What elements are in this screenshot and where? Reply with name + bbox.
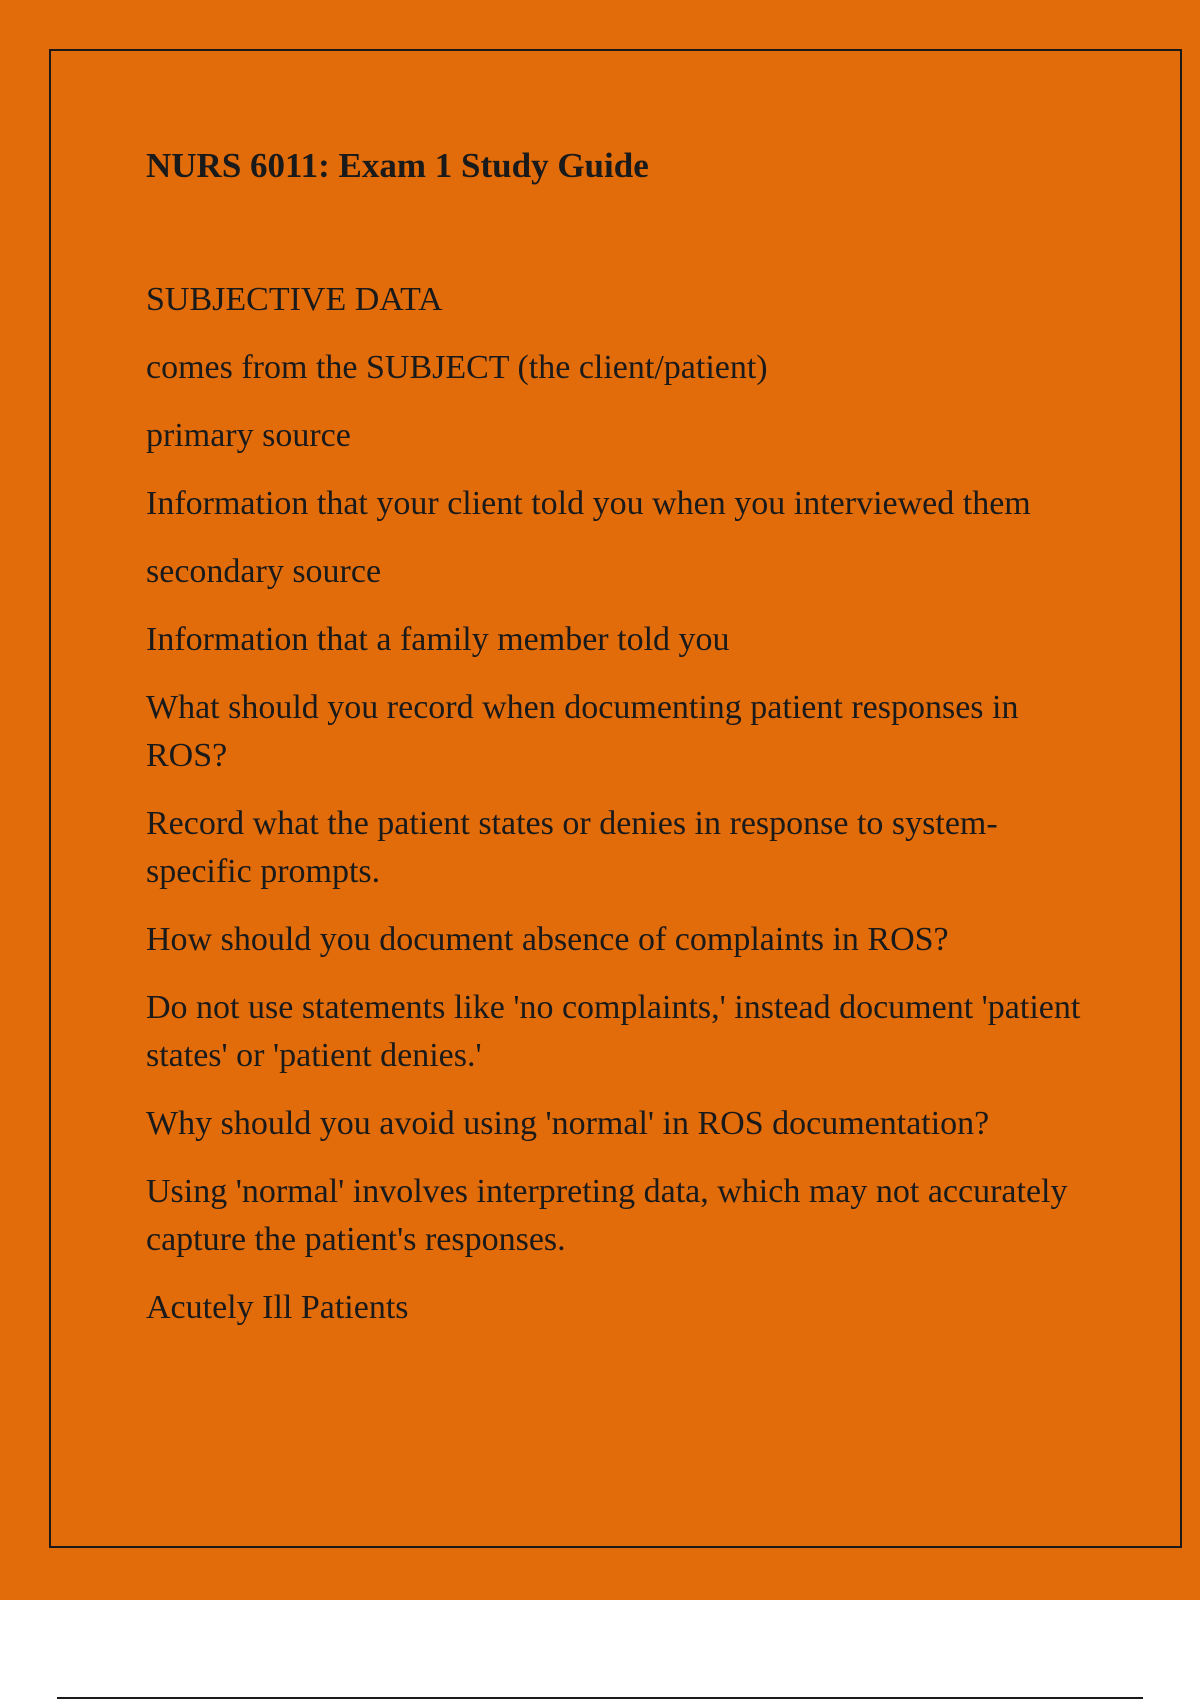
text-line: How should you document absence of complaints in ROS? xyxy=(146,921,949,958)
text-line: Using 'normal' involves interpreting data, which may not accurately capture the patient's responses. xyxy=(146,1173,1068,1258)
text-line: primary source xyxy=(146,417,351,454)
text-line: Acutely Ill Patients xyxy=(146,1289,409,1326)
text-line: Information that a family member told you xyxy=(146,621,730,658)
footer-divider xyxy=(57,1697,1143,1699)
text-line: Why should you avoid using 'normal' in ROS documentation? xyxy=(146,1105,990,1142)
text-line: What should you record when documenting patient responses in ROS? xyxy=(146,689,1019,774)
text-line: Record what the patient states or denies in response to system-specific prompts. xyxy=(146,805,998,890)
section-heading-subjective-data: SUBJECTIVE DATA xyxy=(146,281,443,318)
text-line: secondary source xyxy=(146,553,382,590)
document-title: NURS 6011: Exam 1 Study Guide xyxy=(146,146,649,185)
text-line: comes from the SUBJECT (the client/patient) xyxy=(146,349,768,386)
document-content xyxy=(146,140,1086,1352)
text-line: Information that your client told you when you interviewed them xyxy=(146,485,1031,522)
text-line: Do not use statements like 'no complaints,' instead document 'patient states' or 'patient denies.' xyxy=(146,989,1081,1074)
